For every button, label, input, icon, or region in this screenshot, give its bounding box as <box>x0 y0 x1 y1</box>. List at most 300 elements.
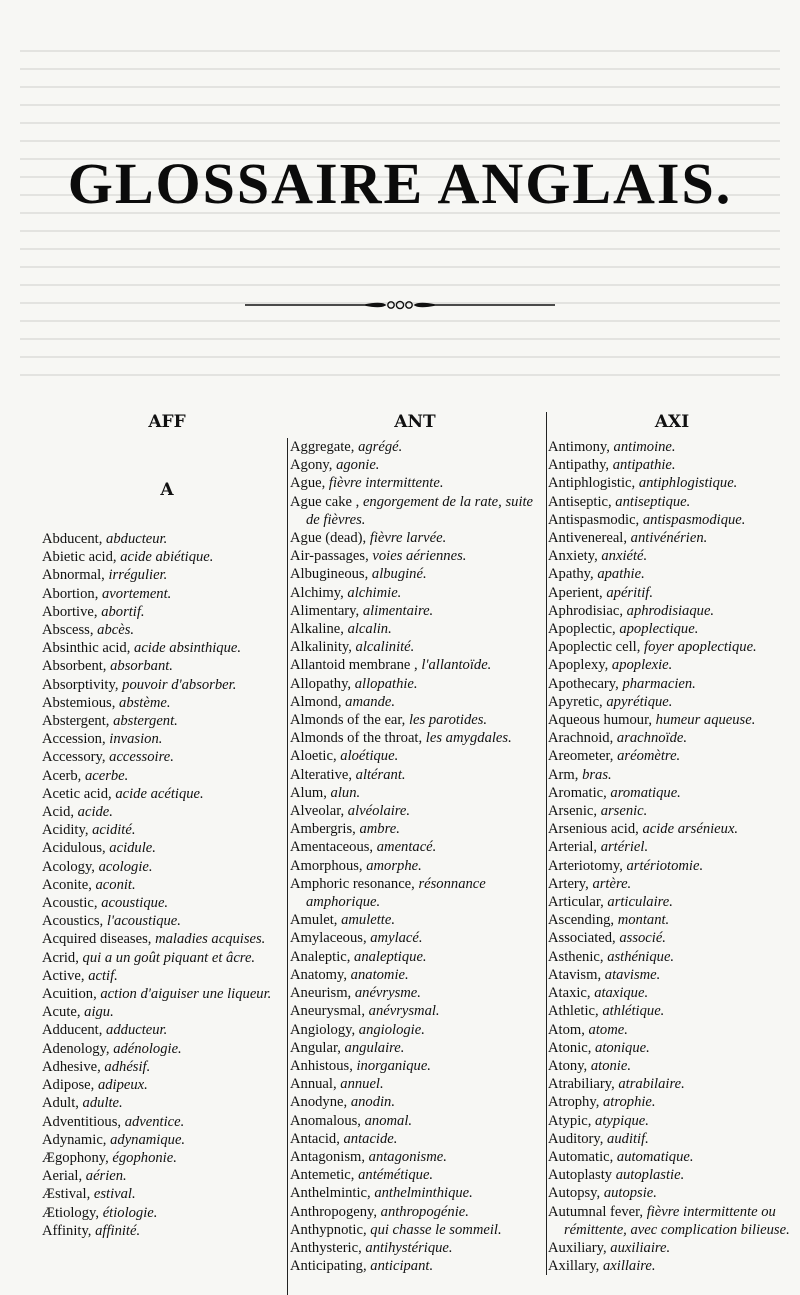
english-term: Amentaceous, <box>290 839 377 856</box>
glossary-entry <box>290 675 540 693</box>
english-term: Almonds of the throat, <box>290 730 426 747</box>
english-term: Auxiliary, <box>548 1239 611 1256</box>
french-translation: asthénique. <box>607 948 675 965</box>
french-translation: aromatique. <box>610 784 681 801</box>
english-term: Acute, <box>42 1004 85 1021</box>
french-translation: abstème. <box>119 694 171 711</box>
french-translation: acerbe. <box>84 767 129 784</box>
glossary-entry <box>290 966 540 984</box>
english-term: Abstergent, <box>42 713 114 730</box>
french-translation: atonique. <box>595 1039 650 1056</box>
french-translation: alun. <box>330 784 361 801</box>
english-term: Abietic acid, <box>42 549 121 566</box>
english-term: Abortive, <box>42 603 102 620</box>
french-translation: acoustique. <box>101 895 169 912</box>
french-translation: acide abiétique. <box>120 549 214 566</box>
english-term: Arterial, <box>548 839 601 856</box>
english-term: Apyretic, <box>548 693 607 710</box>
glossary-entry <box>548 511 796 529</box>
column-aff <box>42 412 292 1240</box>
english-term: Abortion, <box>42 585 102 602</box>
english-term: Adhesive, <box>42 1058 105 1075</box>
glossary-entry <box>548 1257 796 1275</box>
glossary-entry <box>290 857 540 875</box>
french-translation: angiologie. <box>358 1021 425 1038</box>
glossary-entry <box>42 894 292 912</box>
french-translation: adhésif. <box>104 1058 151 1075</box>
french-translation: apathie. <box>597 566 645 583</box>
french-translation: foyer apoplectique. <box>644 639 757 656</box>
glossary-entry <box>42 621 292 639</box>
french-translation: estival. <box>93 1186 136 1203</box>
french-translation: qui chasse le sommeil. <box>370 1221 502 1238</box>
french-translation: acologie. <box>98 858 153 875</box>
french-translation: voies aériennes. <box>372 548 467 565</box>
english-term: Agony, <box>290 457 337 474</box>
glossary-entry <box>42 694 292 712</box>
french-translation: adventice. <box>124 1113 185 1130</box>
french-translation: abstergent. <box>113 713 178 730</box>
english-term: Arteriotomy, <box>548 857 627 874</box>
english-term: Antiphlogistic, <box>548 475 639 492</box>
french-translation: action d'aiguiser une liqueur. <box>100 986 272 1003</box>
french-translation: automatique. <box>616 1148 694 1165</box>
french-translation: acide absinthique. <box>134 640 242 657</box>
french-translation: anthropogénie. <box>380 1203 469 1220</box>
glossary-entry <box>548 1166 796 1184</box>
english-term: Adenology, <box>42 1040 114 1057</box>
english-term: Axillary, <box>548 1258 603 1275</box>
english-term: Acid, <box>42 804 78 821</box>
glossary-entry <box>290 929 540 947</box>
english-term: Absinthic acid, <box>42 640 135 657</box>
glossary-entry <box>290 1002 540 1020</box>
english-term: Apoplexy, <box>548 657 612 674</box>
english-term: Arm, <box>548 766 583 783</box>
english-term: Anticipating, <box>290 1258 371 1275</box>
glossary-entry <box>548 1075 796 1093</box>
english-term: Air-passages, <box>290 548 373 565</box>
english-term: Adipose, <box>42 1077 98 1094</box>
glossary-entry <box>548 948 796 966</box>
english-term: Atypic, <box>548 1112 596 1129</box>
glossary-entry <box>290 620 540 638</box>
glossary-entry <box>42 912 292 930</box>
english-term: Antivenereal, <box>548 530 631 547</box>
english-term: Arsenious acid, <box>548 821 643 838</box>
section-letter: A <box>160 480 174 500</box>
french-translation: l'allantoïde. <box>421 657 492 674</box>
page-title: GLOSSAIRE ANGLAIS. <box>67 151 733 216</box>
glossary-entry <box>548 711 796 729</box>
french-translation: fièvre intermittente ou rémittente, avec complication bilieuse. <box>564 1203 790 1238</box>
french-translation: avortement. <box>102 585 172 602</box>
english-term: Antagonism, <box>290 1148 369 1165</box>
glossary-entry <box>290 1093 540 1111</box>
french-translation: antagonisme. <box>368 1148 447 1165</box>
french-translation: alimentaire. <box>362 602 434 619</box>
french-translation: anévrysme. <box>354 985 421 1002</box>
french-translation: autopsie. <box>603 1185 657 1202</box>
english-term: Active, <box>42 967 89 984</box>
glossary-entry <box>290 820 540 838</box>
glossary-entry <box>548 529 796 547</box>
english-term: Artery, <box>548 875 593 892</box>
glossary-entry <box>42 1058 292 1076</box>
glossary-entry <box>548 802 796 820</box>
english-term: Auditory, <box>548 1130 608 1147</box>
glossary-entry <box>42 949 292 967</box>
english-term: Alveolar, <box>290 803 348 820</box>
glossary-entry <box>290 984 540 1002</box>
glossary-entry <box>548 474 796 492</box>
english-term: Associated, <box>548 930 620 947</box>
french-translation: abducteur. <box>106 531 168 547</box>
english-term: Alchimy, <box>290 584 348 601</box>
glossary-entry <box>548 675 796 693</box>
glossary-entry <box>290 602 540 620</box>
french-translation: ataxique. <box>594 985 649 1002</box>
english-term: Ambergris, <box>290 821 360 838</box>
english-term: Acetic acid, <box>42 785 116 802</box>
glossary-entry <box>548 1112 796 1130</box>
glossary-entry <box>42 1185 292 1203</box>
glossary-entry <box>290 784 540 802</box>
glossary-entry <box>42 1040 292 1058</box>
glossary-entry <box>42 639 292 657</box>
french-translation: angulaire. <box>344 1039 405 1056</box>
english-term: Autumnal fever, <box>548 1203 647 1220</box>
french-translation: ambre. <box>359 821 400 838</box>
entry-list <box>42 530 292 1240</box>
glossary-entry <box>290 474 540 492</box>
english-term: Aggregate, <box>290 439 359 455</box>
column-header: ANT <box>394 412 436 432</box>
english-term: Alum, <box>290 784 331 801</box>
french-translation: axillaire. <box>602 1258 656 1275</box>
glossary-entry <box>42 803 292 821</box>
glossary-entry <box>42 767 292 785</box>
english-term: Ague, <box>290 475 329 492</box>
glossary-entry <box>548 820 796 838</box>
glossary-entry <box>290 729 540 747</box>
english-term: Anatomy, <box>290 966 351 983</box>
glossary-entry <box>290 838 540 856</box>
english-term: Æstival, <box>42 1186 94 1203</box>
glossary-entry <box>42 1149 292 1167</box>
french-translation: engorgement de la rate, suite de fièvres. <box>306 493 534 528</box>
french-translation: aloétique. <box>340 748 399 765</box>
french-translation: atypique. <box>595 1112 649 1129</box>
glossary-entry <box>42 1076 292 1094</box>
french-translation: amylacé. <box>370 930 423 947</box>
glossary-entry <box>548 893 796 911</box>
glossary-entry <box>548 838 796 856</box>
french-translation: artère. <box>592 875 632 892</box>
glossary-entry <box>42 548 292 566</box>
english-term: Accessory, <box>42 749 110 766</box>
glossary-entry <box>290 766 540 784</box>
french-translation: allopathie. <box>354 675 418 692</box>
glossary-entry <box>548 966 796 984</box>
french-translation: amulette. <box>341 912 395 929</box>
glossary-entry <box>42 585 292 603</box>
english-term: Anthropogeny, <box>290 1203 381 1220</box>
english-term: Acoustics, <box>42 913 107 930</box>
glossary-entry <box>548 547 796 565</box>
french-translation: auxiliaire. <box>610 1239 671 1256</box>
french-translation: annuel. <box>340 1076 384 1093</box>
glossary-entry <box>548 493 796 511</box>
glossary-entry <box>42 657 292 675</box>
english-term: Ague (dead), <box>290 530 370 547</box>
glossary-entry <box>548 857 796 875</box>
french-translation: les parotides. <box>408 712 488 729</box>
french-translation: résonnance amphorique. <box>306 875 486 911</box>
glossary-entry <box>290 1112 540 1130</box>
french-translation: arsenic. <box>600 803 648 820</box>
french-translation: anxiété. <box>601 548 648 565</box>
french-translation: altérant. <box>355 766 406 783</box>
french-translation: atavisme. <box>604 966 661 983</box>
english-term: Ægophony, <box>42 1149 113 1166</box>
english-term: Amylaceous, <box>290 930 371 947</box>
french-translation: albuginé. <box>371 566 427 583</box>
french-translation: égophonie. <box>112 1149 177 1166</box>
glossary-entry <box>290 802 540 820</box>
french-translation: affinité. <box>95 1222 141 1239</box>
glossary-entry <box>290 1039 540 1057</box>
french-translation: inorganique. <box>356 1057 431 1074</box>
glossary-entry <box>290 1203 540 1221</box>
glossary-entry <box>290 584 540 602</box>
english-term: Anxiety, <box>548 548 602 565</box>
french-translation: acidité. <box>92 822 136 839</box>
french-translation: amorphe. <box>366 857 422 874</box>
english-term: Acidity, <box>42 822 93 839</box>
english-term: Abstemious, <box>42 694 120 711</box>
french-translation: adénologie. <box>113 1040 182 1057</box>
glossary-entry <box>290 656 540 674</box>
glossary-entry <box>42 1131 292 1149</box>
glossary-entry <box>548 1203 796 1239</box>
glossary-entry <box>548 984 796 1002</box>
french-translation: alvéolaire. <box>347 803 411 820</box>
french-translation: atrabilaire. <box>618 1076 685 1093</box>
french-translation: antispasmodique. <box>642 511 746 528</box>
glossary-entry <box>290 693 540 711</box>
french-translation: aphrodisiaque. <box>626 602 715 619</box>
column-rule <box>287 438 288 1295</box>
english-term: Abnormal, <box>42 567 109 584</box>
glossary-entry <box>548 1057 796 1075</box>
glossary-entry <box>548 565 796 583</box>
french-translation: athlétique. <box>602 1003 665 1020</box>
glossary-entry <box>548 1039 796 1057</box>
english-term: Almonds of the ear, <box>290 712 409 729</box>
french-translation: aérien. <box>85 1168 127 1185</box>
english-term: Areometer, <box>548 748 618 765</box>
glossary-entry <box>290 529 540 547</box>
french-translation: arachnoïde. <box>616 730 688 747</box>
french-translation: les amygdales. <box>425 730 512 747</box>
french-translation: auditif. <box>607 1130 649 1147</box>
english-term: Acuition, <box>42 986 101 1003</box>
english-term: Atrabiliary, <box>548 1076 619 1093</box>
french-translation: acide arsénieux. <box>642 821 739 838</box>
english-term: Aromatic, <box>548 784 611 801</box>
french-translation: pouvoir d'absorber. <box>122 676 237 693</box>
french-translation: alchimie. <box>347 584 402 601</box>
french-translation: acide acétique. <box>115 785 204 802</box>
english-term: Apoplectic cell, <box>548 639 645 656</box>
english-term: Apathy, <box>548 566 598 583</box>
english-term: Anodyne, <box>290 1094 351 1111</box>
glossary-entry <box>548 1021 796 1039</box>
english-term: Anomalous, <box>290 1112 365 1129</box>
english-term: Anthypnotic, <box>290 1221 371 1238</box>
english-term: Anthelmintic, <box>290 1185 375 1202</box>
glossary-entry <box>290 747 540 765</box>
english-term: Antispasmodic, <box>548 511 643 528</box>
english-term: Acoustic, <box>42 895 102 912</box>
french-translation: alcalinité. <box>355 639 415 656</box>
french-translation: agonie. <box>336 457 380 474</box>
glossary-entry <box>290 1184 540 1202</box>
french-translation: étiologie. <box>102 1204 158 1221</box>
english-term: Adynamic, <box>42 1131 111 1148</box>
english-term: Aphrodisiac, <box>548 602 627 619</box>
french-translation: anodin. <box>350 1094 395 1111</box>
french-translation: qui a un goût piquant et âcre. <box>82 949 256 966</box>
french-translation: apoplexie. <box>611 657 673 674</box>
english-term: Atonic, <box>548 1039 596 1056</box>
english-term: Acerb, <box>42 767 85 784</box>
english-term: Angular, <box>290 1039 345 1056</box>
french-translation: antimoine. <box>613 439 676 455</box>
french-translation: artériel. <box>600 839 649 856</box>
glossary-entry <box>42 1003 292 1021</box>
english-term: Alterative, <box>290 766 356 783</box>
glossary-entry <box>548 584 796 602</box>
english-term: Ætiology, <box>42 1204 103 1221</box>
french-translation: antacide. <box>343 1130 398 1147</box>
english-term: Acrid, <box>42 949 83 966</box>
french-translation: analeptique. <box>354 948 427 965</box>
french-translation: amande. <box>345 693 395 710</box>
glossary-entry <box>548 1148 796 1166</box>
glossary-entry <box>548 656 796 674</box>
french-translation: montant. <box>617 912 670 929</box>
french-translation: antémétique. <box>358 1167 434 1184</box>
french-translation: adulte. <box>82 1095 123 1112</box>
glossary-entry <box>548 875 796 893</box>
glossary-entry <box>42 930 292 948</box>
glossary-entry <box>548 747 796 765</box>
english-term: Aneurism, <box>290 985 355 1002</box>
glossary-entry <box>290 456 540 474</box>
english-term: Aneurysmal, <box>290 1003 369 1020</box>
english-term: Apothecary, <box>548 675 623 692</box>
french-translation: invasion. <box>109 731 163 748</box>
glossary-entry <box>548 784 796 802</box>
glossary-entry <box>290 1166 540 1184</box>
french-translation: antivénérien. <box>630 530 708 547</box>
french-translation: irrégulier. <box>108 567 168 584</box>
glossary-entry <box>548 929 796 947</box>
french-translation: fièvre larvée. <box>369 530 447 547</box>
glossary-entry <box>42 876 292 894</box>
glossary-entry <box>42 748 292 766</box>
french-translation: absorbant. <box>110 658 173 675</box>
french-translation: atome. <box>588 1021 628 1038</box>
english-term: Aqueous humour, <box>548 712 656 729</box>
glossary-entry <box>290 875 540 911</box>
glossary-entry <box>548 1002 796 1020</box>
glossary-entry <box>290 1221 540 1239</box>
french-translation: apoplectique. <box>619 621 699 638</box>
french-translation: acidule. <box>109 840 156 857</box>
glossary-entry <box>548 638 796 656</box>
english-term: Annual, <box>290 1076 341 1093</box>
english-term: Alkaline, <box>290 621 348 638</box>
glossary-entry <box>290 1057 540 1075</box>
english-term: Albugineous, <box>290 566 372 583</box>
english-term: Allopathy, <box>290 675 355 692</box>
english-term: Adducent, <box>42 1022 107 1039</box>
french-translation: atonie. <box>590 1057 631 1074</box>
french-translation: aconit. <box>95 876 136 893</box>
glossary-entry <box>548 766 796 784</box>
glossary-entry <box>290 1130 540 1148</box>
entry-list <box>548 438 796 1275</box>
english-term: Atom, <box>548 1021 589 1038</box>
english-term: Affinity, <box>42 1222 96 1239</box>
french-translation: antipathie. <box>612 457 676 474</box>
english-term: Accession, <box>42 731 110 748</box>
entry-list <box>290 438 540 1275</box>
english-term: Arachnoid, <box>548 730 617 747</box>
english-term: Alkalinity, <box>290 639 356 656</box>
english-term: Athletic, <box>548 1003 603 1020</box>
french-translation: anévrysmal. <box>368 1003 440 1020</box>
english-term: Amphoric resonance, <box>290 875 419 892</box>
french-translation: alcalin. <box>347 621 392 638</box>
french-translation: anticipant. <box>370 1258 434 1275</box>
french-translation: pharmacien. <box>622 675 696 692</box>
glossary-entry <box>548 911 796 929</box>
column-ant <box>290 412 547 1275</box>
english-term: Asthenic, <box>548 948 608 965</box>
french-translation: abcès. <box>97 622 135 639</box>
english-term: Ascending, <box>548 912 618 929</box>
french-translation: antihystérique. <box>365 1239 453 1256</box>
english-term: Aconite, <box>42 876 96 893</box>
glossary-entry <box>42 1094 292 1112</box>
glossary-entry <box>290 438 540 456</box>
english-term: Adventitious, <box>42 1113 125 1130</box>
english-term: Antimony, <box>548 439 614 455</box>
french-translation: agrégé. <box>358 439 403 455</box>
column-header: AFF <box>148 412 186 432</box>
english-term: Arsenic, <box>548 803 601 820</box>
glossary-entry <box>42 530 292 548</box>
ornament-divider <box>245 296 555 314</box>
french-translation: apéritif. <box>606 584 653 601</box>
glossary-entry <box>290 1148 540 1166</box>
english-term: Automatic, <box>548 1148 617 1165</box>
french-translation: adynamique. <box>110 1131 186 1148</box>
